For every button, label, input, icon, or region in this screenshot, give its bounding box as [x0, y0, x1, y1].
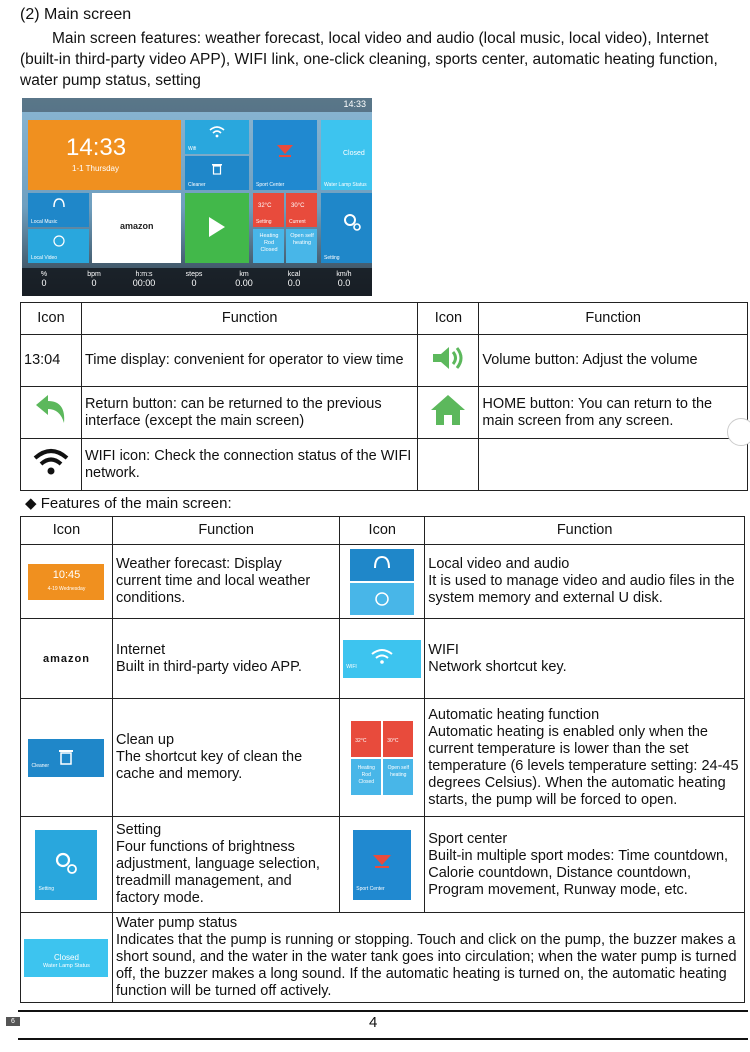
setting-title: Setting	[115, 822, 162, 838]
weather-title: Weather forecast: Display	[115, 556, 282, 572]
col-header-icon: Icon	[21, 517, 113, 545]
col-header-icon-2: Icon	[418, 303, 479, 335]
local-music-tile[interactable]: Local Music	[28, 193, 89, 227]
gear-icon	[341, 211, 363, 233]
metric-speed: km/h 0.0	[336, 271, 352, 288]
sport-title: Sport center	[428, 830, 508, 847]
treadmill-icon	[371, 852, 393, 870]
setting-tile-icon: Setting	[35, 830, 97, 900]
side-scroll-handle[interactable]	[727, 418, 750, 446]
metric-heart-rate: bpm 0	[87, 271, 101, 288]
col-header-function-2: Function	[479, 303, 748, 335]
heating-title: Automatic heating function	[428, 706, 600, 723]
trash-icon	[58, 747, 74, 765]
weather-desc: current time and local weather conditions.	[115, 573, 311, 606]
metrics-bar	[22, 268, 372, 296]
col-header-function: Function	[81, 303, 417, 335]
water-pump-tile-icon: Closed Water Lamp Status	[24, 939, 108, 977]
local-media-title: Local video and audio	[428, 556, 570, 572]
trash-icon	[211, 162, 223, 175]
home-icon	[429, 393, 467, 427]
self-heating-tile[interactable]: Open self heating	[286, 229, 317, 263]
setting-desc: Four functions of brightness adjustment, language selection, treadmill management, and factory mode.	[115, 839, 320, 906]
wifi-tile[interactable]: Wifi	[185, 120, 249, 154]
home-desc: HOME button: You can return to the main screen from any screen.	[479, 387, 748, 439]
section-title: (2) Main screen	[20, 6, 132, 23]
weather-tile-icon: 10:45 4-19 Wednesday	[28, 564, 104, 600]
wifi-tile-icon: WIFI	[343, 640, 421, 678]
sport-center-tile[interactable]: Sport Center	[253, 120, 317, 190]
features-title: ◆ Features of the main screen:	[25, 495, 232, 512]
wifi-status-desc: WIFI icon: Check the connection status of the WIFI network.	[81, 439, 417, 491]
intro-paragraph: Main screen features: weather forecast, local video and audio (local music, local video), Internet (built-in third-party video APP), WIFI link, one-click cleaning, sports center, automatic heating function, water pump status, setting	[20, 30, 718, 89]
local-video-tile[interactable]: Local Video	[28, 229, 89, 263]
cleaner-tile[interactable]: Cleaner	[185, 156, 249, 190]
internet-desc: Built in third-party video APP.	[115, 658, 302, 675]
pump-title: Water pump status	[115, 915, 238, 931]
headphones-icon	[372, 555, 392, 571]
col-header-icon: Icon	[21, 303, 82, 335]
clean-desc: The shortcut key of clean the cache and memory.	[115, 749, 303, 782]
gear-icon	[53, 850, 79, 876]
heating-tile-icon: 32°C 30°C Heating Rod Closed Open self heating	[351, 721, 413, 795]
time-tile[interactable]: 14:33 1-1 Thursday	[28, 120, 181, 190]
wifi-desc: Network shortcut key.	[428, 658, 567, 675]
play-icon	[207, 215, 227, 239]
return-icon	[32, 393, 70, 427]
heating-desc: Automatic heating is enabled only when the current temperature is lower than the set temperature (6 levels temperature setting: 24-45 degrees Celsius). When the automatic heating starts, the pump will be forced to open.	[428, 723, 739, 808]
treadmill-icon	[275, 142, 295, 158]
clean-title: Clean up	[115, 732, 175, 748]
metric-steps: steps 0	[185, 271, 203, 288]
set-temperature-tile[interactable]: 32°C Setting	[253, 193, 284, 227]
play-tile[interactable]	[185, 193, 249, 263]
local-media-tile-icon	[350, 549, 414, 615]
amazon-tile[interactable]: amazon	[92, 193, 181, 263]
local-media-desc: It is used to manage video and audio files in the system memory and external U disk.	[428, 573, 735, 606]
time-display-icon: 13:04	[21, 335, 82, 387]
page-number: 4	[369, 1014, 378, 1031]
metric-time: h:m:s 00:00	[132, 271, 156, 288]
pump-desc: Indicates that the pump is running or stopping. Touch and click on the pump, the buzzer makes a short sound, and the water in the water tank goes into circulation; when the water pump is turned off, the buzzer makes a long sound. If the automatic heating is turned on, the automatic heating function will be turned off actively.	[115, 932, 737, 999]
main-screen-screenshot	[22, 98, 372, 296]
water-pump-tile[interactable]: Closed Water Lamp Status	[321, 120, 372, 190]
wifi-title: WIFI	[428, 641, 459, 658]
icon-function-table	[20, 302, 748, 491]
footer-rule-bottom	[18, 1038, 748, 1040]
heating-rod-tile[interactable]: Heating Rod Closed	[253, 229, 284, 263]
footer-rule-top	[18, 1010, 748, 1012]
film-icon	[374, 591, 390, 607]
volume-desc: Volume button: Adjust the volume	[479, 335, 748, 387]
metric-calories: kcal 0.0	[287, 271, 301, 288]
col-header-function: Function	[112, 517, 339, 545]
sport-desc: Built-in multiple sport modes: Time countdown, Calorie countdown, Distance countdown, Program movement, Runway mode, etc.	[428, 847, 729, 898]
sport-center-tile-icon: Sport Center	[353, 830, 411, 900]
wifi-icon	[209, 126, 225, 138]
corner-badge: 6	[6, 1017, 20, 1026]
metric-distance: km 0.00	[235, 271, 253, 288]
cleaner-tile-icon: Cleaner	[28, 739, 104, 777]
film-icon	[53, 235, 65, 247]
internet-title: Internet	[115, 641, 166, 658]
amazon-logo: amazon	[43, 652, 90, 665]
headphones-icon	[52, 198, 66, 210]
wifi-icon	[33, 448, 69, 476]
setting-tile[interactable]: Setting	[321, 193, 372, 263]
time-display-desc: Time display: convenient for operator to view time	[81, 335, 417, 387]
wifi-icon	[371, 648, 393, 664]
volume-icon	[429, 344, 467, 372]
col-header-icon-2: Icon	[340, 517, 425, 545]
current-temperature-tile[interactable]: 30°C Current	[286, 193, 317, 227]
metric-incline: % 0	[40, 271, 48, 288]
return-desc: Return button: can be returned to the previous interface (except the main screen)	[81, 387, 417, 439]
col-header-function-2: Function	[425, 517, 745, 545]
status-bar: 14:33	[22, 98, 372, 112]
main-screen-features-table	[20, 516, 745, 1003]
